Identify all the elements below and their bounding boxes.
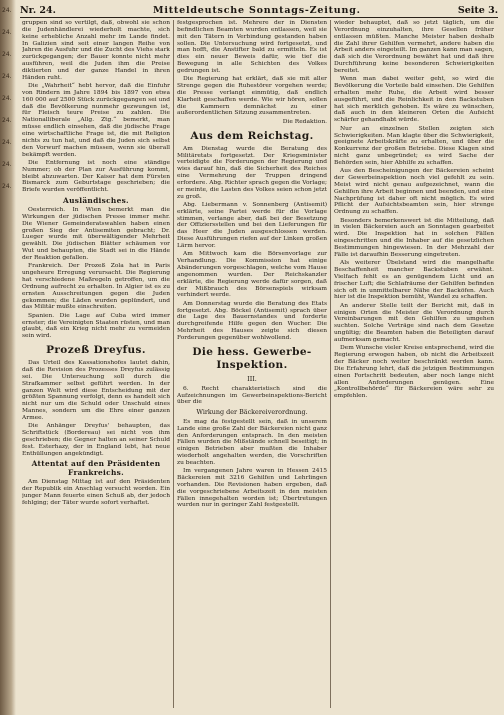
issue-number: Nr. 24.: [20, 5, 56, 16]
column-3: [334, 20, 494, 710]
article-paragraph: Abg. Liebermann v. Sonnenberg (Antisemit) erklärte, seine Partei werde für die Vorlage stimmen, verlange aber, daß bei der Besetzung der Offiziersstellen und bei den Lieferungen für das Heer die Juden ausgeschlossen werden. Diese Ausführungen riefen auf der Linken großen Lärm hervor.: [177, 201, 327, 249]
article-paragraph: Die „Wahrheit“ hebt hervor, daß die Einfuhr von Rindern im Jahre 1894 bis 1897 von etwa 160 000 auf 2500 Stück zurückgegangen sei und daß die Bevölkerung nunmehr gezwungen ist, für Fleisch teure Preise zu zahlen. Die Nationalliberale „Allg. Ztg.“ bemerkt, man müsse endlich einsehen, daß die jüdische Frage eine wirtschaftliche Frage ist, die mit Religion nichts zu tun hat, und daß die Juden sich selbst den Vorwurf machen müssen, wenn sie überall bekämpft werden.: [22, 83, 170, 158]
page-number: Seite 3.: [457, 5, 498, 16]
article-paragraph: Dem Wunsche vieler Kreise entsprechend, wird die Regierung erwogen haben, ob nicht die Arbeitszeit der Bäcker noch weiter beschränkt werden kann. Die Erfahrung lehrt, daß die jetzigen Bestimmungen einen Fortschritt bedeuten, aber noch lange nicht allen Anforderungen genügen. Eine „Kontrollbehörde“ für Bäckereien wäre sehr zu empfehlen.: [334, 345, 494, 400]
article-paragraph: gruppen sind so vertilgt, daß, obwohl sie schon die Judenhändlerei wiederholt machte, sich keine erhebliche Anzahl mehr im Lande findet. In Galizien sind seit einer langen Reihe von Jahren die Ausfuhr und die Zucht des Viehs stark zurückgegangen; der Bauer konnte nicht mehr ausführen, weil die Juden ihm die Preise diktierten und der ganze Handel in ihren Händen ruht.: [22, 20, 170, 81]
article-signature: Die Redaktion.: [282, 118, 327, 125]
article-paragraph: festgesprochen ist. Mehrere der in Diensten befindlichen Beamten wurden entlassen, weil sie mit den Tätern in Verbindung gestanden haben sollen. Die Untersuchung wird fortgesetzt, und man hofft, die Anstifter bald zu ermitteln. Es ist dies ein neuer Beweis dafür, wie tief die Bewegung in alle Schichten des Volkes gedrungen ist.: [177, 20, 327, 74]
article-paragraph: Die Entfernung ist noch eine ständige Nummer; ob der Plan zur Ausführung kommt, bleibt abzuwarten. Der Kaiser hat dem Fürsten Bismarck zum Geburtstage geschrieben; die Briefe wurden veröffentlicht.: [22, 159, 170, 194]
article-paragraph: Als weiterer Übelstand wird die mangelhafte Beschaffenheit mancher Backstuben erwähnt. Vielfach fehlt es an genügendem Licht und an frischer Luft; die Schlafräume der Gehilfen befinden sich oft in unmittelbarer Nähe der Backöfen. Auch hier ist die Inspektion bemüht, Wandel zu schaffen.: [334, 260, 494, 301]
article-paragraph: Spanien. Die Lage auf Cuba wird immer ernster; die Vereinigten Staaten rüsten, und man glaubt, daß ein Krieg nicht mehr zu vermeiden sein wird.: [22, 312, 170, 340]
section-subheading: Wirkung der Bäckereiverordnung.: [196, 407, 308, 416]
article-paragraph: Nur an einzelnen Stellen zeigten sich Schwierigkeiten. Man klagte über die Schwierigkeit, geeignete Arbeitskräfte zu erhalten, und über die Konkurrenz der großen Betriebe. Diese Klagen sind nicht ganz unbegründet; es wird Sache der Behörden sein, hier Abhilfe zu schaffen.: [334, 125, 494, 166]
column-divider-2: [330, 20, 331, 708]
article-paragraph: Frankreich. Der Prozeß Zola hat in Paris ungeheure Erregung verursacht. Die Regierung hat verschiedene Maßregeln getroffen, um die Ordnung aufrecht zu erhalten. In Algier ist es zu ernsten Ausschreitungen gegen die Juden gekommen; die Läden wurden geplündert, und das Militär mußte einschreiten.: [22, 263, 170, 311]
article-paragraph: wieder behauptet, daß so jetzt täglich, um die Verordnung einzuhalten, ihre Gesellen früher entlassen müßten. Manche Meister haben deshalb die Zahl ihrer Gehilfen vermehrt, andere haben die Arbeit anders eingeteilt. Im ganzen kann man sagen, daß sich die Verordnung bewährt hat und daß ihre Durchführung keine besonderen Schwierigkeiten bereitet.: [334, 20, 494, 74]
column-divider-1: [173, 20, 174, 708]
section-heading-foreign: Ausländisches.: [63, 196, 129, 206]
binding-edge-marks: 24. 24. 24. 24. 24. 24. 24. 24. 24.: [2, 7, 12, 190]
article-paragraph: Am Mittwoch kam die Börsenvorlage zur Verhandlung. Die Kommission hat einige Abänderungen vorgeschlagen, welche vom Hause angenommen wurden. Der Reichskanzler erklärte, die Regierung werde dafür sorgen, daß der Mißbrauch des Börsenspiels wirksam verhindert werde.: [177, 251, 327, 299]
section-heading-reichstag: Aus dem Reichstag.: [190, 129, 314, 142]
article-paragraph: Die Anhänger Dreyfus' behaupten, das Schriftstück (Bordereau) sei nicht von ihm geschrieben; die Gegner halten an seiner Schuld fest. Esterhazy, der in England lebt, hat neue Enthüllungen angekündigt.: [22, 423, 170, 457]
article-paragraph: Wenn man dabei weiter geht, so wird die Bevölkerung die Vorteile bald einsehen. Die Gehilfen erhalten mehr Ruhe, die Arbeit wird besser ausgeführt, und die Reinlichkeit in den Backstuben hat sich merklich gehoben. Es wäre zu wünschen, daß auch in den kleineren Orten die Aufsicht schärfer gehandhabt würde.: [334, 76, 494, 124]
article-paragraph: Im vergangenen Jahre waren in Hessen 2415 Bäckereien mit 3216 Gehilfen und Lehrlingen vorhanden. Die Revisionen haben ergeben, daß die vorgeschriebene Arbeitszeit in den meisten Fällen innegehalten worden ist; Übertretungen wurden nur in geringer Zahl festgestellt.: [177, 468, 327, 509]
page-header: [20, 4, 498, 16]
article-paragraph: Die Regierung hat erklärt, daß sie mit aller Strenge gegen die Ruhestörer vorgehen werde; die Presse verlangt einmütig, daß endlich Klarheit geschaffen werde. Wie wir hören, sollen die Kammern demnächst zu einer außerordentlichen Sitzung zusammentreten.: [177, 76, 327, 117]
article-paragraph: Am Dienstag Mittag ist auf den Präsidenten der Republik ein Anschlag versucht worden. Ein junger Mann feuerte einen Schuß ab, der jedoch fehlging; der Täter wurde sofort verhaftet.: [22, 479, 170, 506]
article-paragraph: Am Donnerstag wurde die Beratung des Etats fortgesetzt. Abg. Böckel (Antisemit) sprach über die Lage des Bauernstandes und forderte durchgreifende Hilfe gegen den Wucher. Die Mehrheit des Hauses zeigte sich diesen Forderungen gegenüber wohlwollend.: [177, 300, 327, 341]
article-paragraph: 6. Recht charakteristisch sind die Aufzeichnungen im Gewerbeinspektions-Bericht über die: [177, 385, 327, 406]
article-paragraph: Am Dienstag wurde die Beratung des Militäretats fortgesetzt. Der Kriegsminister verteidigte die Forderungen der Regierung und wies darauf hin, daß die Sicherheit des Reiches eine Vermehrung der Truppen dringend erfordere. Abg. Richter sprach gegen die Vorlage; er meinte, die Lasten des Volkes seien schon jetzt zu groß.: [177, 145, 327, 200]
section-heading-gewerbe: Die hess. Gewerbe-Inspektion.: [192, 345, 312, 371]
article-paragraph: Aus den Bescheinigungen der Bäckereien scheint der Gewerbeinspektion noch viel gefehlt zu sein. Meist wird nicht genau aufgezeichnet, wann die Gehilfen ihre Arbeit beginnen und beenden, und eine Nachprüfung ist daher oft nicht möglich. Es wird Pflicht der Aufsichtsbeamten sein, hier strenge Ordnung zu schaffen.: [334, 168, 494, 216]
column-1: [22, 20, 170, 710]
header-rule: [20, 17, 498, 18]
section-heading-attentat: Attentat auf den Präsidenten Frankreichs.: [31, 459, 161, 478]
article-paragraph: Es mag da festgestellt sein, daß in unserem Lande eine große Zahl der Bäckereien nicht ganz den Anforderungen entsprach. In den meisten Fällen wurden die Mißstände schnell beseitigt; in einigen Betrieben aber mußten die Inhaber wiederholt angehalten werden, die Vorschriften zu beachten.: [177, 418, 327, 466]
article-paragraph: Das Urteil des Kassationshofes lautet dahin, daß die Revision des Prozesses Dreyfus zulässig sei. Die Untersuchung soll durch die Strafkammer selbst geführt werden. In der ganzen Welt wird diese Entscheidung mit der größten Spannung verfolgt, denn es handelt sich nicht nur um die Schuld oder Unschuld eines Mannes, sondern um die Ehre einer ganzen Armee.: [22, 360, 170, 421]
section-subheading-number: III.: [247, 374, 257, 383]
section-heading-dreyfus: Prozeß Dreyfus.: [46, 344, 146, 357]
article-paragraph: Besonders bemerkenswert ist die Mitteilung, daß in vielen Bäckereien auch an Sonntagen gearbeitet wird. Die Inspektion hat in solchen Fällen eingeschritten und die Inhaber auf die gesetzlichen Bestimmungen hingewiesen. In der Mehrzahl der Fälle ist daraufhin Besserung eingetreten.: [334, 217, 494, 258]
article-paragraph: An anderer Stelle teilt der Bericht mit, daß in einigen Orten die Meister die Verordnung durch Vereinbarungen mit den Gehilfen zu umgehen suchten. Solche Verträge sind nach dem Gesetze ungültig; die Beamten haben die Beteiligten darauf aufmerksam gemacht.: [334, 302, 494, 343]
article-paragraph: Oesterreich. In Wien bemerkt man die Wirkungen der jüdischen Presse immer mehr. Die Wiener Gemeinderatswahlen haben einen großen Sieg der Antisemiten gebracht; Dr. Lueger wurde mit überwältigender Mehrheit gewählt. Die jüdischen Blätter schäumen vor Wut und behaupten, die Stadt sei in die Hände der Reaktion gefallen.: [22, 207, 170, 261]
column-2: [177, 20, 327, 710]
newspaper-title: Mitteldeutsche Sonntags-Zeitung.: [153, 5, 361, 16]
